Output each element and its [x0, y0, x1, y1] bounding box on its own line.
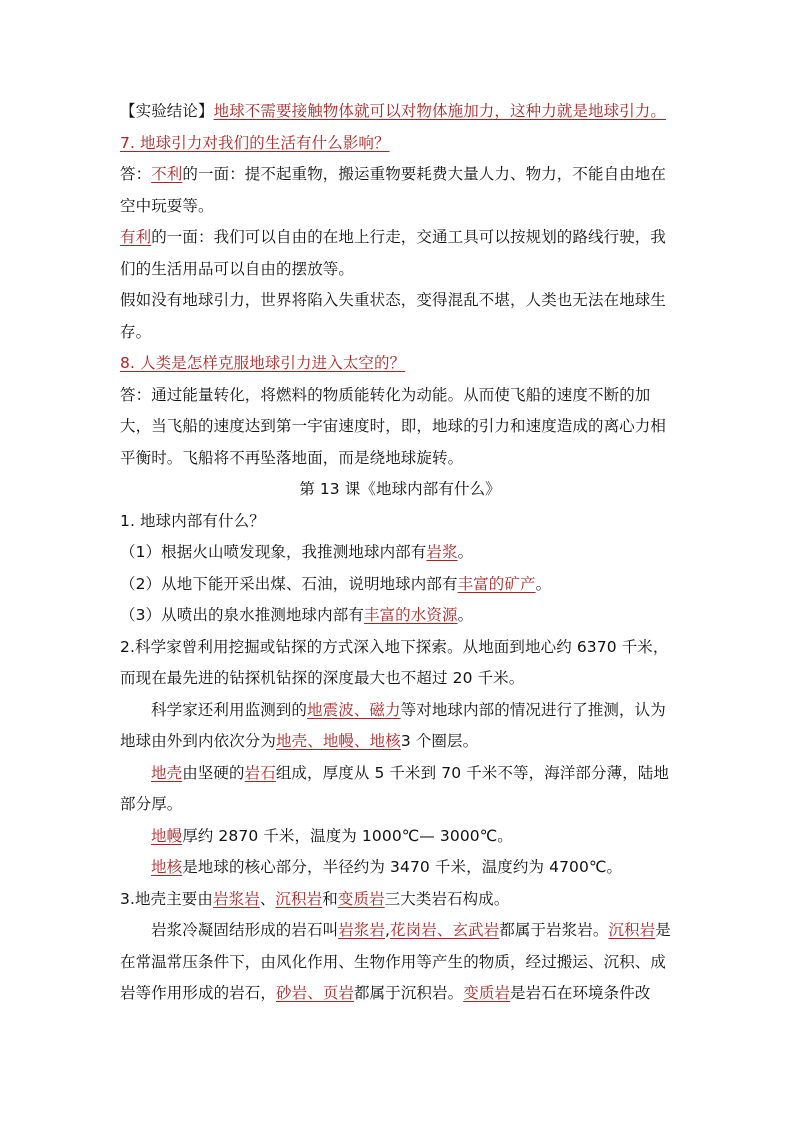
question-8-text: 8. 人类是怎样克服地球引力进入太空的？ [120, 354, 406, 372]
crust-b: 组成，厚度从 5 千米到 70 千米不等，海洋部分薄，陆地部分厚。 [120, 763, 670, 813]
section-2-para-2 [120, 695, 680, 758]
keyword-seismic-magnetic: 地震波、磁力 [307, 700, 401, 719]
s3-sep: 、 [259, 889, 276, 908]
s3p2-a: 岩浆冷凝固结形成的岩石叫 [151, 921, 339, 939]
crust-a: 由坚硬的 [182, 763, 245, 782]
section-2-mantle [120, 821, 680, 853]
s3-and: 和 [322, 889, 338, 908]
experiment-conclusion [120, 96, 680, 128]
question-7-text: 7. 地球引力对我们的生活有什么影响？ [120, 133, 390, 152]
s3p2-c: 是在常温常压条件下，由风化作用、生物作用等产生的物质，经过搬运、沉积、成岩等作用形成的岩石， [120, 921, 671, 1002]
para-2-a: 科学家还利用监测到的 [151, 700, 308, 719]
keyword-magma: 岩浆 [426, 543, 458, 561]
disadvantage-text: 的一面：提不起重物，搬运重物要耗费大量人力、物力，不能自由地在空中玩耍等。 [120, 165, 667, 215]
section-2-para-1: 2.科学家曾利用挖掘或钻探的方式深入地下探索。从地面到地心约 6370 千米，而现在最先进的钻探机钻探的深度最大也不超过 20 千米。 [120, 637, 669, 687]
keyword-sedimentary-2: 沉积岩 [608, 921, 656, 939]
section-1-item-2 [120, 569, 680, 601]
s3-b: 三大类岩石构成。 [384, 889, 510, 908]
section-3-para-1 [120, 884, 680, 916]
keyword-advantage: 有利 [120, 228, 152, 246]
keyword-crust: 地壳 [151, 763, 183, 782]
item-3-end: 。 [457, 606, 474, 624]
para-2-b: 等对地球内部的情况进行了推测，认为地球由外到内依次分为 [120, 700, 666, 750]
conclusion-label: 【实验结论】 [120, 102, 214, 120]
advantage-text: 的一面：我们可以自由的在地上行走，交通工具可以按规划的路线行驶，我们的生活用品可以自由的摆放等。 [120, 228, 667, 278]
section-3-para-2 [120, 915, 680, 1010]
section-1-item-1 [120, 537, 680, 569]
question-8 [120, 348, 680, 380]
item-2-text: （2）从地下能开采出煤、石油，说明地球内部有 [120, 574, 458, 593]
keyword-sedimentary: 沉积岩 [275, 889, 323, 908]
keyword-metamorphic-2: 变质岩 [463, 984, 511, 1002]
s3p2-d: 都属于沉积岩。 [354, 984, 464, 1002]
keyword-sandstone-shale: 砂岩、页岩 [276, 984, 355, 1002]
answer-7-disadvantage [120, 159, 680, 222]
section-2-crust [120, 758, 680, 821]
keyword-disadvantage: 不利 [151, 165, 183, 183]
item-2-end: 。 [535, 574, 552, 593]
mantle-text: 厚约 2870 千米，温度为 1000℃— 3000℃。 [182, 826, 513, 845]
keyword-layers: 地壳、地幔、地核 [276, 732, 401, 750]
item-1-text: （1）根据火山喷发现象，我推测地球内部有 [120, 543, 427, 561]
document-body [120, 96, 680, 1010]
answer-8: 答：通过能量转化，将燃料的物质能转化为动能。从而使飞船的速度不断的加大，当飞船的速度达到第一宇宙速度时，即，地球的引力和速度造成的离心力相平衡时。飞船将不再坠落地面，而是绕地球旋转。 [120, 385, 667, 467]
section-1-item-3 [120, 600, 680, 632]
answer-7-advantage [120, 222, 680, 285]
lesson-title: 第 13 课《地球内部有什么》 [299, 480, 501, 498]
item-3-text: （3）从喷出的泉水推测地球内部有 [120, 606, 364, 624]
answer-prefix: 答： [120, 165, 152, 183]
core-text: 是地球的核心部分，半径约为 3470 千米，温度约为 4700℃。 [182, 858, 623, 876]
keyword-water: 丰富的水资源 [363, 606, 458, 624]
keyword-minerals: 丰富的矿产 [457, 574, 536, 593]
s3p2-e: 是岩石在环境条件改 [510, 984, 651, 1002]
keyword-granite-basalt: 花岗岩、玄武岩 [390, 921, 500, 939]
keyword-metamorphic: 变质岩 [337, 889, 385, 908]
question-7 [120, 128, 680, 160]
section-2-core [120, 852, 680, 884]
keyword-rock: 岩石 [244, 763, 276, 782]
keyword-core: 地核 [151, 858, 183, 876]
conclusion-text: 地球不需要接触物体就可以对物体施加力，这种力就是地球引力。 [213, 102, 667, 120]
s3p2-sep: , [385, 921, 391, 939]
s3-a: 3.地壳主要由 [120, 889, 213, 908]
para-2-c: 3 个圈层。 [400, 732, 479, 750]
item-1-end: 。 [457, 543, 474, 561]
keyword-mantle: 地幔 [151, 826, 183, 845]
section-1-question: 1. 地球内部有什么？ [120, 511, 265, 530]
s3p2-b: 都属于岩浆岩。 [499, 921, 609, 939]
answer-7-no-gravity: 假如没有地球引力，世界将陷入失重状态，变得混乱不堪，人类也无法在地球生存。 [120, 291, 667, 341]
keyword-igneous: 岩浆岩 [213, 889, 260, 908]
keyword-igneous-2: 岩浆岩 [338, 921, 386, 939]
